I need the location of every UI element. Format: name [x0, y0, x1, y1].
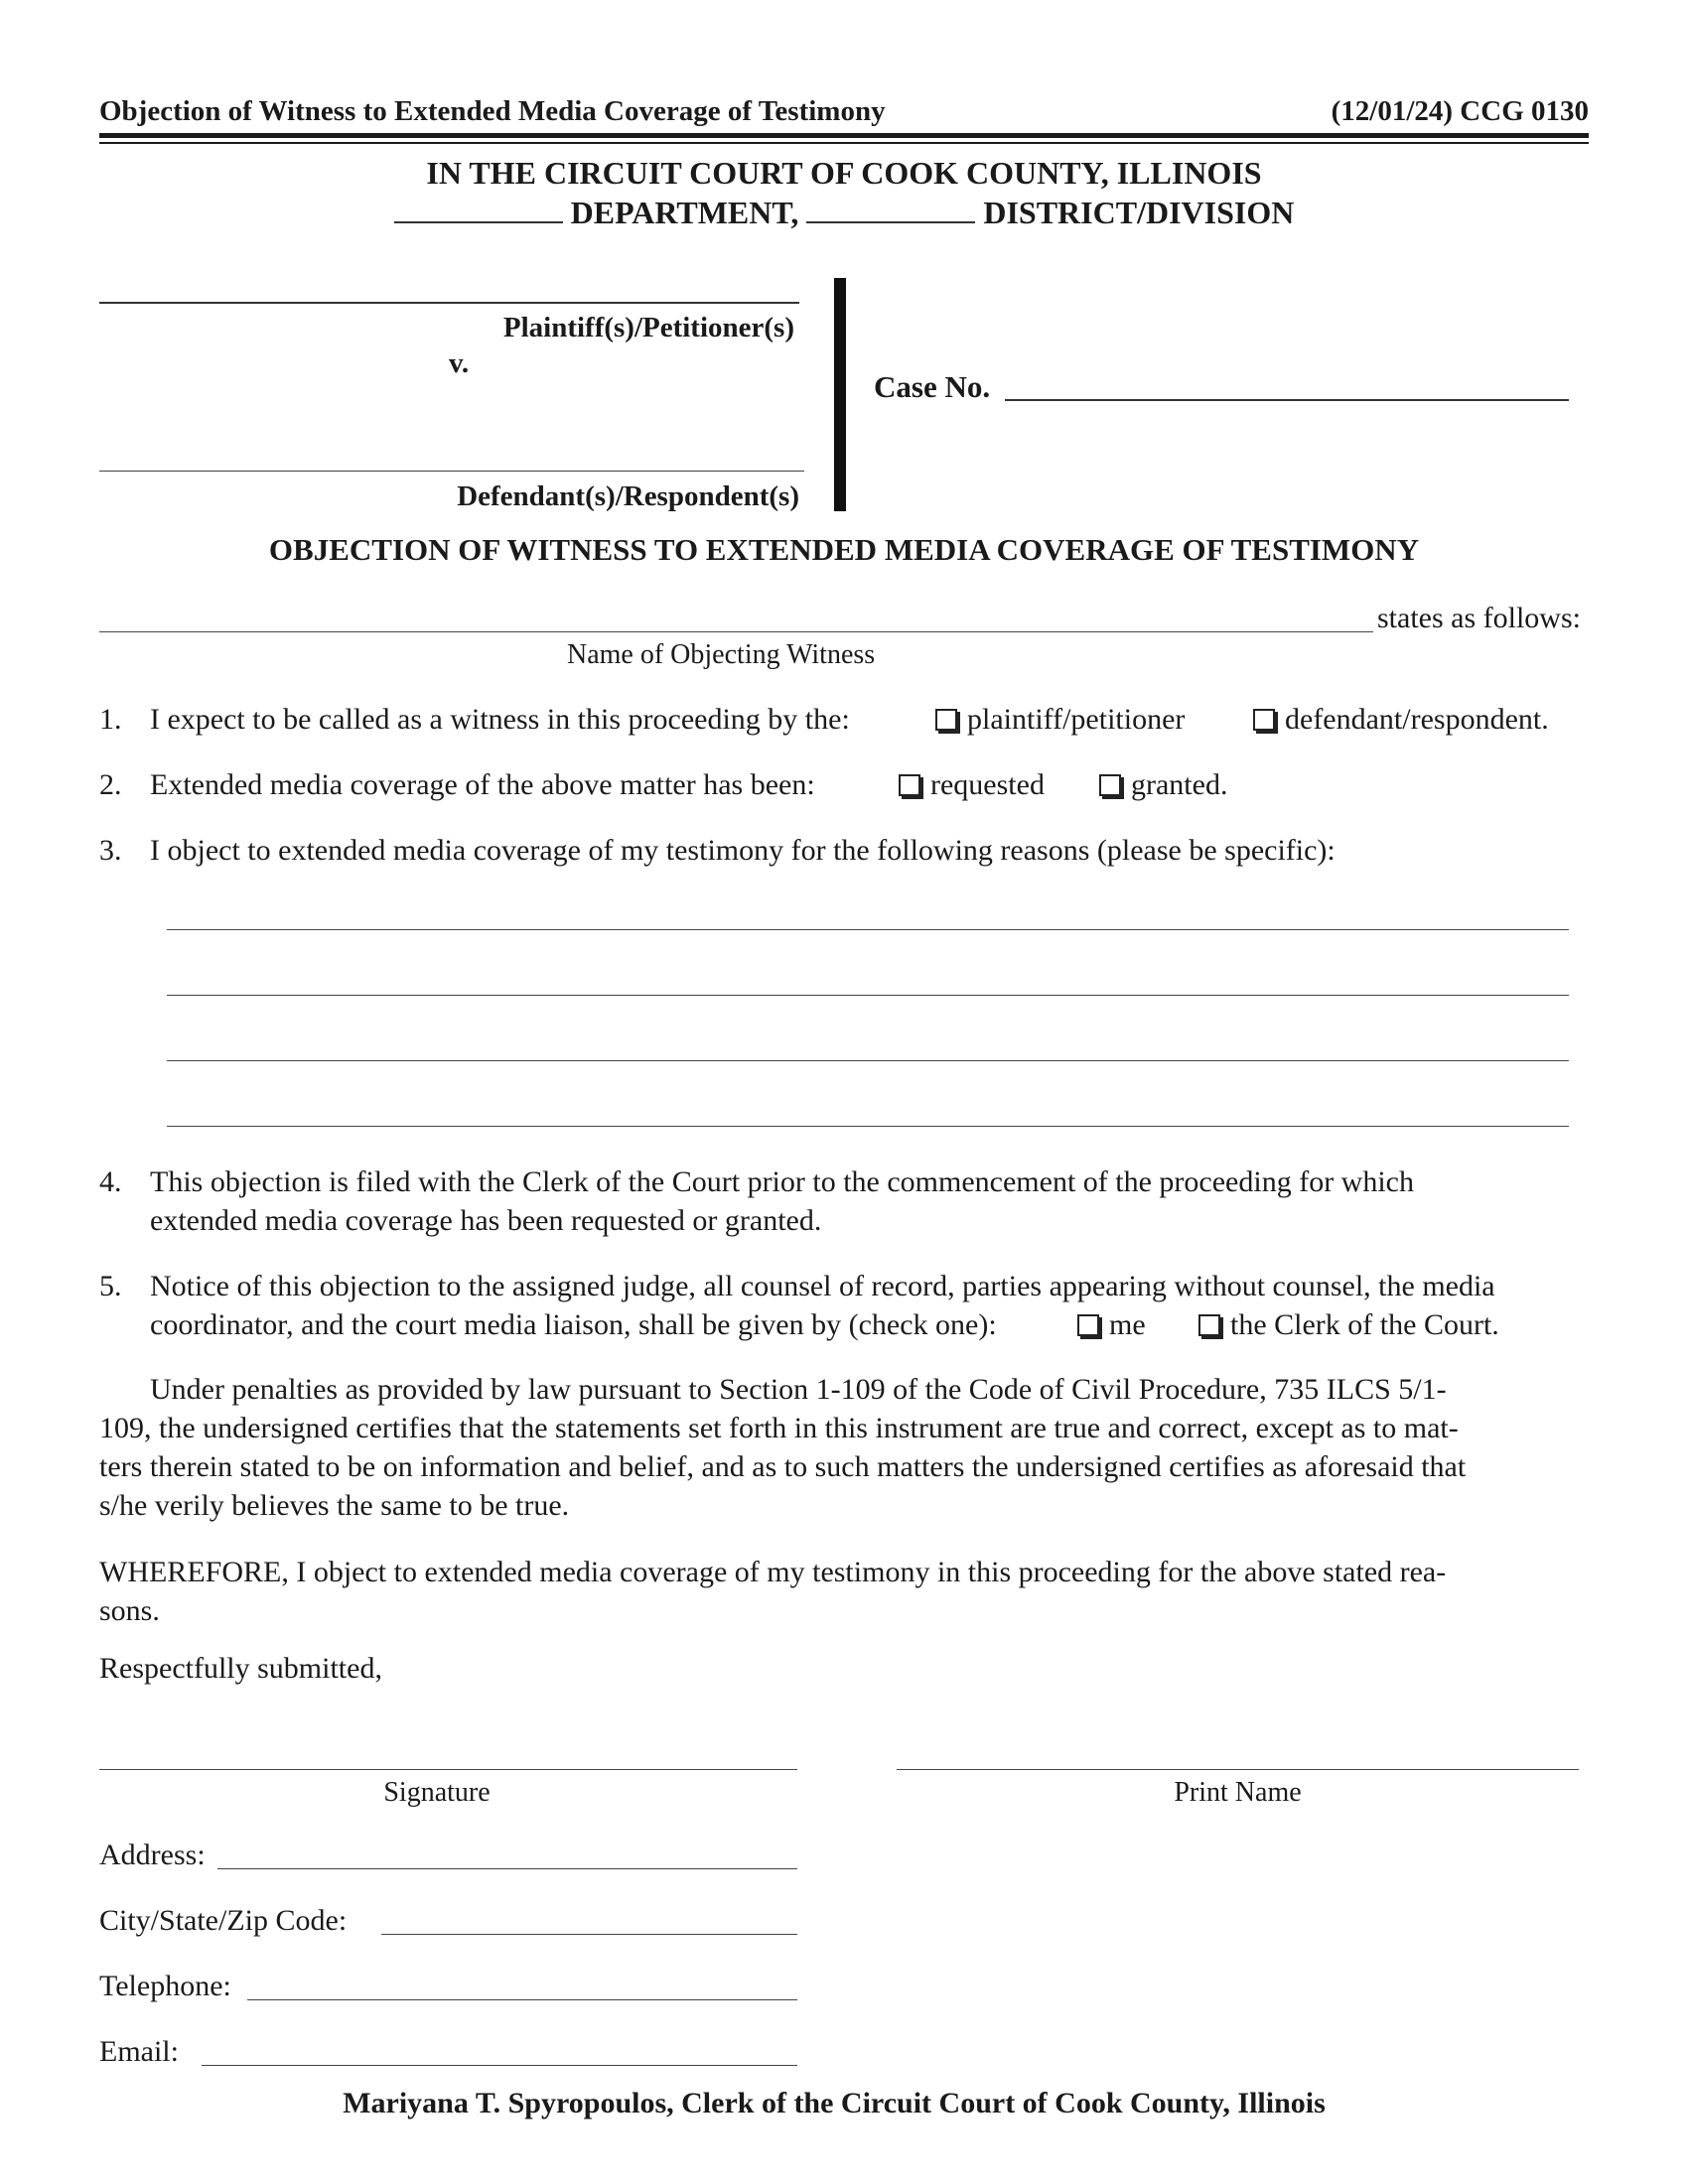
signature-label: Signature	[383, 1777, 491, 1808]
certification-line-4: s/he verily believes the same to be true.	[99, 1489, 570, 1522]
item-2-option-granted[interactable]	[1099, 768, 1227, 802]
item-5-option-clerk[interactable]	[1198, 1308, 1499, 1342]
versus-label: v.	[449, 347, 470, 379]
reason-line-4[interactable]	[167, 1126, 1569, 1127]
witness-name-caption: Name of Objecting Witness	[567, 639, 876, 670]
court-name: IN THE CIRCUIT COURT OF COOK COUNTY, ILLINOIS	[426, 155, 1262, 191]
department-line	[0, 195, 1688, 231]
plaintiff-label: Plaintiff(s)/Petitioner(s)	[502, 312, 794, 343]
email-field[interactable]	[202, 2065, 797, 2066]
item-4-line-1: This objection is filed with the Clerk of the Court prior to the commencement of the proceeding for which	[150, 1165, 1414, 1198]
certification-line-1: Under penalties as provided by law pursuant to Section 1-109 of the Code of Civil Procedure, 735 ILCS 5/1-	[150, 1373, 1447, 1406]
item-2-option-requested-label: requested	[930, 768, 1045, 801]
wherefore-line-2: sons.	[99, 1594, 160, 1627]
item-5-option-me-label: me	[1109, 1308, 1146, 1341]
district-blank[interactable]	[806, 200, 975, 223]
district-label: DISTRICT/DIVISION	[983, 195, 1295, 230]
form-title-header: Objection of Witness to Extended Media Coverage of Testimony	[99, 95, 886, 127]
telephone-field[interactable]	[247, 1999, 797, 2000]
department-label: DEPARTMENT,	[570, 195, 799, 230]
item-5-option-me[interactable]	[1077, 1308, 1146, 1342]
caption-divider	[834, 278, 846, 511]
states-as-follows: states as follows:	[1377, 602, 1581, 634]
witness-name-field[interactable]	[99, 631, 1373, 632]
address-label: Address:	[99, 1839, 206, 1871]
item-5-line-1: Notice of this objection to the assigned judge, all counsel of record, parties appearing without counsel, the media	[150, 1270, 1495, 1302]
print-name-label: Print Name	[1174, 1777, 1302, 1808]
item-1-option-plaintiff[interactable]	[935, 703, 1185, 737]
item-1-number: 1.	[99, 703, 122, 736]
item-1-text: I expect to be called as a witness in this proceeding by the:	[150, 703, 850, 736]
defendant-line[interactable]	[99, 471, 804, 472]
item-4-number: 4.	[99, 1165, 122, 1198]
header-rule-thick	[99, 133, 1589, 138]
item-1-option-plaintiff-label: plaintiff/petitioner	[967, 703, 1186, 736]
item-2-option-granted-label: granted.	[1131, 768, 1228, 801]
document-title: OBJECTION OF WITNESS TO EXTENDED MEDIA COVERAGE OF TESTIMONY	[268, 532, 1420, 567]
item-4-line-2: extended media coverage has been requested or granted.	[150, 1204, 822, 1237]
item-5-line-2: coordinator, and the court media liaison, shall be given by (check one):	[150, 1308, 997, 1341]
checkbox-icon[interactable]	[935, 709, 957, 731]
city-state-zip-label: City/State/Zip Code:	[99, 1904, 348, 1937]
plaintiff-line[interactable]	[99, 302, 799, 304]
certification-line-2: 109, the undersigned certifies that the statements set forth in this instrument are true and correct, except as to mat-	[99, 1412, 1459, 1444]
wherefore-line-1: WHEREFORE, I object to extended media coverage of my testimony in this proceeding for the above stated rea-	[99, 1556, 1447, 1588]
item-3-number: 3.	[99, 834, 122, 867]
item-3-text: I object to extended media coverage of my testimony for the following reasons (please be specific):	[150, 834, 1336, 867]
item-5-option-clerk-label: the Clerk of the Court.	[1230, 1308, 1499, 1341]
email-label: Email:	[99, 2035, 179, 2068]
reason-line-3[interactable]	[167, 1060, 1569, 1061]
case-no-label: Case No.	[874, 369, 991, 404]
reason-line-1[interactable]	[167, 929, 1569, 930]
item-1-option-defendant-label: defendant/respondent.	[1285, 703, 1549, 736]
reason-line-2[interactable]	[167, 995, 1569, 996]
print-name-field[interactable]	[897, 1769, 1579, 1770]
checkbox-icon[interactable]	[899, 774, 920, 796]
telephone-label: Telephone:	[99, 1970, 231, 2002]
department-blank[interactable]	[394, 200, 563, 223]
item-2-option-requested[interactable]	[899, 768, 1045, 802]
item-2-text: Extended media coverage of the above matter has been:	[150, 768, 815, 801]
checkbox-icon[interactable]	[1253, 709, 1275, 731]
checkbox-icon[interactable]	[1198, 1314, 1220, 1336]
header-rule-thin	[99, 142, 1589, 144]
case-no-field[interactable]	[1005, 399, 1569, 401]
city-state-zip-field[interactable]	[381, 1934, 797, 1935]
checkbox-icon[interactable]	[1077, 1314, 1099, 1336]
closing-text: Respectfully submitted,	[99, 1652, 382, 1685]
checkbox-icon[interactable]	[1099, 774, 1121, 796]
item-5-number: 5.	[99, 1270, 122, 1302]
defendant-label: Defendant(s)/Respondent(s)	[457, 480, 799, 512]
certification-line-3: ters therein stated to be on information and belief, and as to such matters the undersigned certifies as aforesaid that	[99, 1450, 1467, 1483]
item-1-option-defendant[interactable]	[1253, 703, 1549, 737]
form-code: (12/01/24) CCG 0130	[1331, 95, 1589, 127]
item-2-number: 2.	[99, 768, 122, 801]
address-field[interactable]	[217, 1868, 797, 1869]
clerk-footer: Mariyana T. Spyropoulos, Clerk of the Circuit Court of Cook County, Illinois	[343, 2087, 1326, 2119]
signature-field[interactable]	[99, 1769, 797, 1770]
